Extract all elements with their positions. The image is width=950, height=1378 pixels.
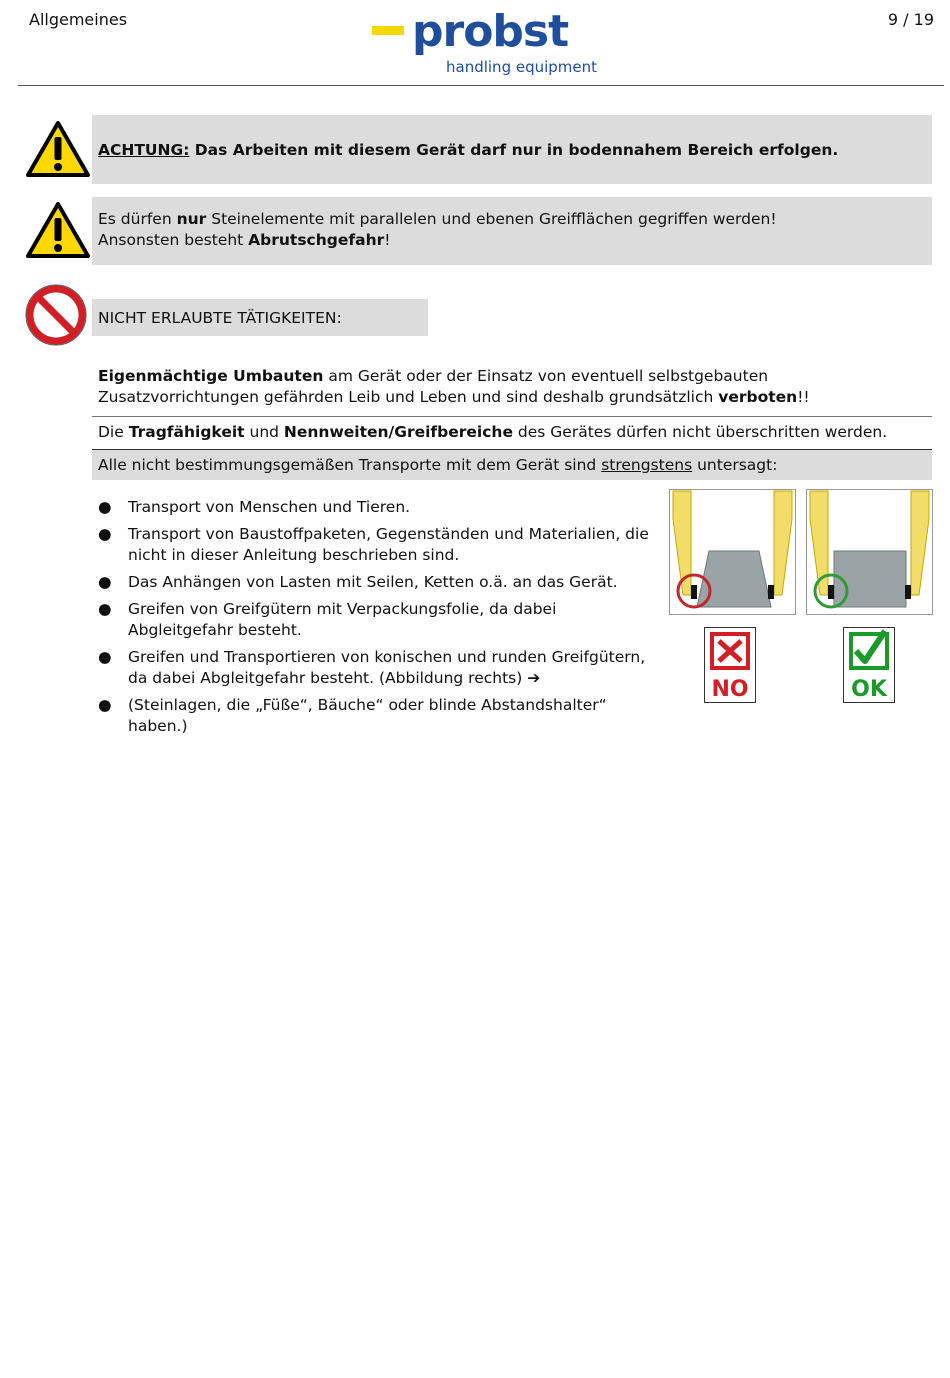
warning-box-2 [92,197,932,265]
conical-stone-illustration [669,489,796,615]
text-run: am Gerät oder der Einsatz von eventuell selbstgebauten Zusatzvorrichtungen gefährden Leib und Leben und sind deshalb grundsätzlich [98,367,769,406]
page-number: 9 / 19 [887,10,934,29]
text-run: ! [384,231,391,249]
bullet: ● [98,498,112,516]
list-item-text: Transport von Menschen und Tieren. [128,498,411,516]
text-run: !! [797,388,810,406]
bullet: ● [98,573,112,591]
text-run: Ansonsten besteht [98,231,249,249]
bullet: ● [98,648,112,666]
list-item-text: Greifen von Greifgütern mit Verpackungsfolie, da dabei Abgleitgefahr besteht. [128,600,557,639]
text-run: Nennweiten/Greifbereiche [283,423,513,441]
no-label: NO [711,677,749,702]
bullet: ● [98,696,112,714]
text-run: Es dürfen [98,210,177,228]
list-item [98,599,653,641]
prohibited-list [98,497,653,743]
warning-text: Das Arbeiten mit diesem Gerät darf nur in bodennahem Bereich erfolgen. [189,140,839,159]
text-run: Tragfähigkeit [128,423,245,441]
list-item [98,572,653,593]
ok-badge-icon [843,627,895,703]
list-item-text: Das Anhängen von Lasten mit Seilen, Ketten o.ä. an das Gerät. [128,573,618,591]
parallel-stone-illustration [806,489,933,615]
text-run: des Gerätes dürfen nicht überschritten werden. [512,423,888,441]
paragraph-modifications [98,366,918,408]
prohibited-title: NICHT ERLAUBTE TÄTIGKEITEN: [98,308,342,327]
text-run: untersagt: [692,456,778,474]
prohibited-icon [24,283,88,347]
warning-icon [25,201,91,259]
list-item [98,695,653,737]
probst-logo [372,6,602,82]
text-run: und [244,423,284,441]
header-divider [18,85,944,86]
no-badge-icon [704,627,756,703]
warning-box-1 [92,115,932,184]
list-item [98,524,653,566]
list-item [98,647,653,689]
text-run: verboten [718,388,798,406]
text-run: strengstens [601,456,693,474]
warning2-line2 [98,230,926,251]
logo-wordmark: probst [412,6,569,57]
text-run: Die [98,423,129,441]
section-title: Allgemeines [29,10,128,29]
text-run: Steinelemente mit parallelen und ebenen Greifflächen gegriffen werden! [206,210,777,228]
text-run: Alle nicht bestimmungsgemäßen Transporte mit dem Gerät sind [98,456,602,474]
text-run: Eigenmächtige Umbauten [98,367,324,385]
list-item-text: Greifen und Transportieren von konischen und runden Greifgütern, da dabei Abgleitgefahr besteht. (Abbildung rechts) ➔ [128,648,646,687]
warning-icon [25,120,91,178]
divider [92,416,932,417]
list-item-text: (Steinlagen, die „Füße“, Bäuche“ oder blinde Abstandshalter“ haben.) [128,696,607,735]
bullet: ● [98,525,112,543]
list-item [98,497,653,518]
logo-bar-yellow [372,26,404,35]
text-run: nur [176,210,207,228]
ok-label: OK [851,677,887,702]
paragraph-capacity [98,423,918,441]
prohibited-title-box [92,299,428,336]
warning2-line1 [98,209,926,230]
paragraph-transports [92,450,932,480]
bullet: ● [98,600,112,618]
text-run: Abrutschgefahr [248,231,385,249]
warning-label: ACHTUNG: [98,140,190,159]
list-item-text: Transport von Baustoffpaketen, Gegenständen und Materialien, die nicht in dieser Anleitung beschrieben sind. [128,525,649,564]
logo-subtitle: handling equipment [446,58,598,76]
